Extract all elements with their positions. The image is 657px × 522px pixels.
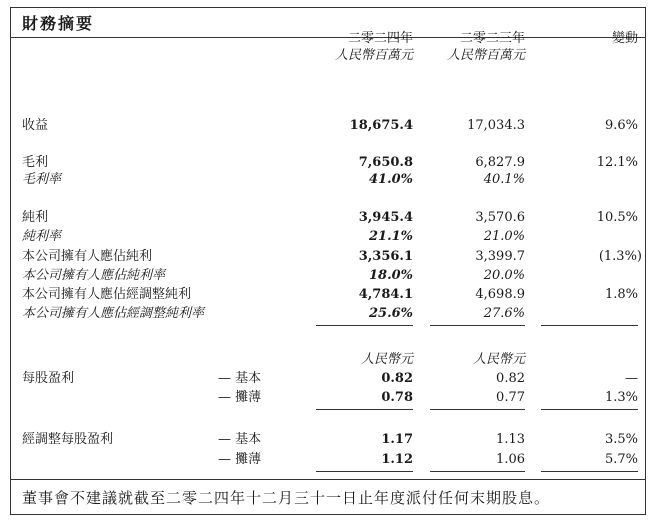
total-rule-change bbox=[541, 325, 638, 326]
adj-eps-basic-2023: 1.13 bbox=[496, 432, 525, 447]
adj-eps-basic-2024: 1.17 bbox=[381, 432, 413, 447]
net-profit-change: 10.5% bbox=[596, 210, 638, 225]
eps-label: 每股盈利 bbox=[22, 371, 75, 386]
adj-eps-label: 經調整每股盈利 bbox=[22, 432, 114, 447]
eps-diluted-change: 1.3% bbox=[604, 390, 638, 405]
adj-eps-diluted-2023: 1.06 bbox=[496, 452, 525, 467]
header-2024-year: 二零二四年 bbox=[347, 31, 413, 46]
eps-rule-2024 bbox=[316, 409, 413, 410]
gross-margin-2024: 41.0% bbox=[368, 172, 413, 187]
gross-profit-2023: 6,827.9 bbox=[475, 155, 525, 170]
row-label-net-margin: 純利率 bbox=[22, 229, 62, 244]
header-2023-unit: 人民幣百萬元 bbox=[446, 48, 525, 63]
adj-eps-basic-change: 3.5% bbox=[604, 432, 638, 447]
adjusted-profit-2023: 4,698.9 bbox=[475, 287, 525, 302]
attributable-profit-change: (1.3%) bbox=[598, 249, 642, 264]
row-label-gross-profit: 毛利 bbox=[22, 155, 49, 170]
gross-profit-change: 12.1% bbox=[596, 155, 638, 170]
eps-diluted-2023: 0.77 bbox=[496, 390, 525, 405]
net-profit-2023: 3,570.6 bbox=[475, 210, 525, 225]
eps-unit-2024: 人民幣元 bbox=[360, 352, 413, 367]
total-rule-2023 bbox=[430, 325, 525, 326]
revenue-2024: 18,675.4 bbox=[349, 118, 413, 133]
attributable-margin-2023: 20.0% bbox=[483, 268, 525, 283]
header-2024-unit: 人民幣百萬元 bbox=[334, 48, 413, 63]
adj-eps-rule-2023 bbox=[430, 471, 525, 472]
eps-diluted-2024: 0.78 bbox=[381, 390, 413, 405]
revenue-2023: 17,034.3 bbox=[467, 118, 525, 133]
eps-diluted-label: — 攤薄 bbox=[218, 390, 262, 405]
total-rule-2024 bbox=[316, 325, 413, 326]
row-label-adjusted-profit: 本公司擁有人應佔經調整純利 bbox=[22, 287, 192, 302]
dividend-footnote: 董事會不建議就截至二零二四年十二月三十一日止年度派付任何末期股息。 bbox=[22, 489, 551, 507]
adjusted-profit-change: 1.8% bbox=[604, 287, 638, 302]
adjusted-margin-2023: 27.6% bbox=[483, 306, 525, 321]
gross-profit-2024: 7,650.8 bbox=[358, 155, 413, 170]
net-margin-2024: 21.1% bbox=[368, 229, 413, 244]
eps-rule-change bbox=[541, 409, 638, 410]
eps-basic-2024: 0.82 bbox=[381, 371, 413, 386]
net-margin-2023: 21.0% bbox=[483, 229, 525, 244]
attributable-profit-2023: 3,399.7 bbox=[475, 249, 525, 264]
eps-basic-2023: 0.82 bbox=[496, 371, 525, 386]
row-label-net-profit: 純利 bbox=[22, 210, 49, 225]
row-label-gross-margin: 毛利率 bbox=[22, 172, 62, 187]
eps-unit-2023: 人民幣元 bbox=[472, 352, 525, 367]
row-label-attributable-profit: 本公司擁有人應佔純利 bbox=[22, 249, 153, 264]
adjusted-margin-2024: 25.6% bbox=[368, 306, 413, 321]
adj-eps-basic-label: — 基本 bbox=[218, 432, 262, 447]
adj-eps-diluted-change: 5.7% bbox=[604, 452, 638, 467]
net-profit-2024: 3,945.4 bbox=[358, 210, 413, 225]
adj-eps-diluted-2024: 1.12 bbox=[381, 452, 413, 467]
eps-basic-label: — 基本 bbox=[218, 371, 262, 386]
row-label-revenue: 收益 bbox=[22, 118, 49, 133]
adj-eps-rule-change bbox=[541, 471, 638, 472]
header-2023-year: 二零二三年 bbox=[459, 31, 525, 46]
attributable-profit-2024: 3,356.1 bbox=[358, 249, 413, 264]
gross-margin-2023: 40.1% bbox=[483, 172, 525, 187]
page-title: 財務摘要 bbox=[22, 14, 95, 33]
adj-eps-rule-2024 bbox=[316, 471, 413, 472]
eps-rule-2023 bbox=[430, 409, 525, 410]
adj-eps-diluted-label: — 攤薄 bbox=[218, 452, 262, 467]
row-label-adjusted-margin: 本公司擁有人應佔經調整純利率 bbox=[22, 306, 205, 321]
eps-basic-change: — bbox=[625, 371, 638, 386]
adjusted-profit-2024: 4,784.1 bbox=[358, 287, 413, 302]
footnote-divider bbox=[10, 479, 646, 480]
attributable-margin-2024: 18.0% bbox=[368, 268, 413, 283]
row-label-attributable-margin: 本公司擁有人應佔純利率 bbox=[22, 268, 166, 283]
revenue-change: 9.6% bbox=[604, 118, 638, 133]
header-change: 變動 bbox=[611, 31, 638, 46]
